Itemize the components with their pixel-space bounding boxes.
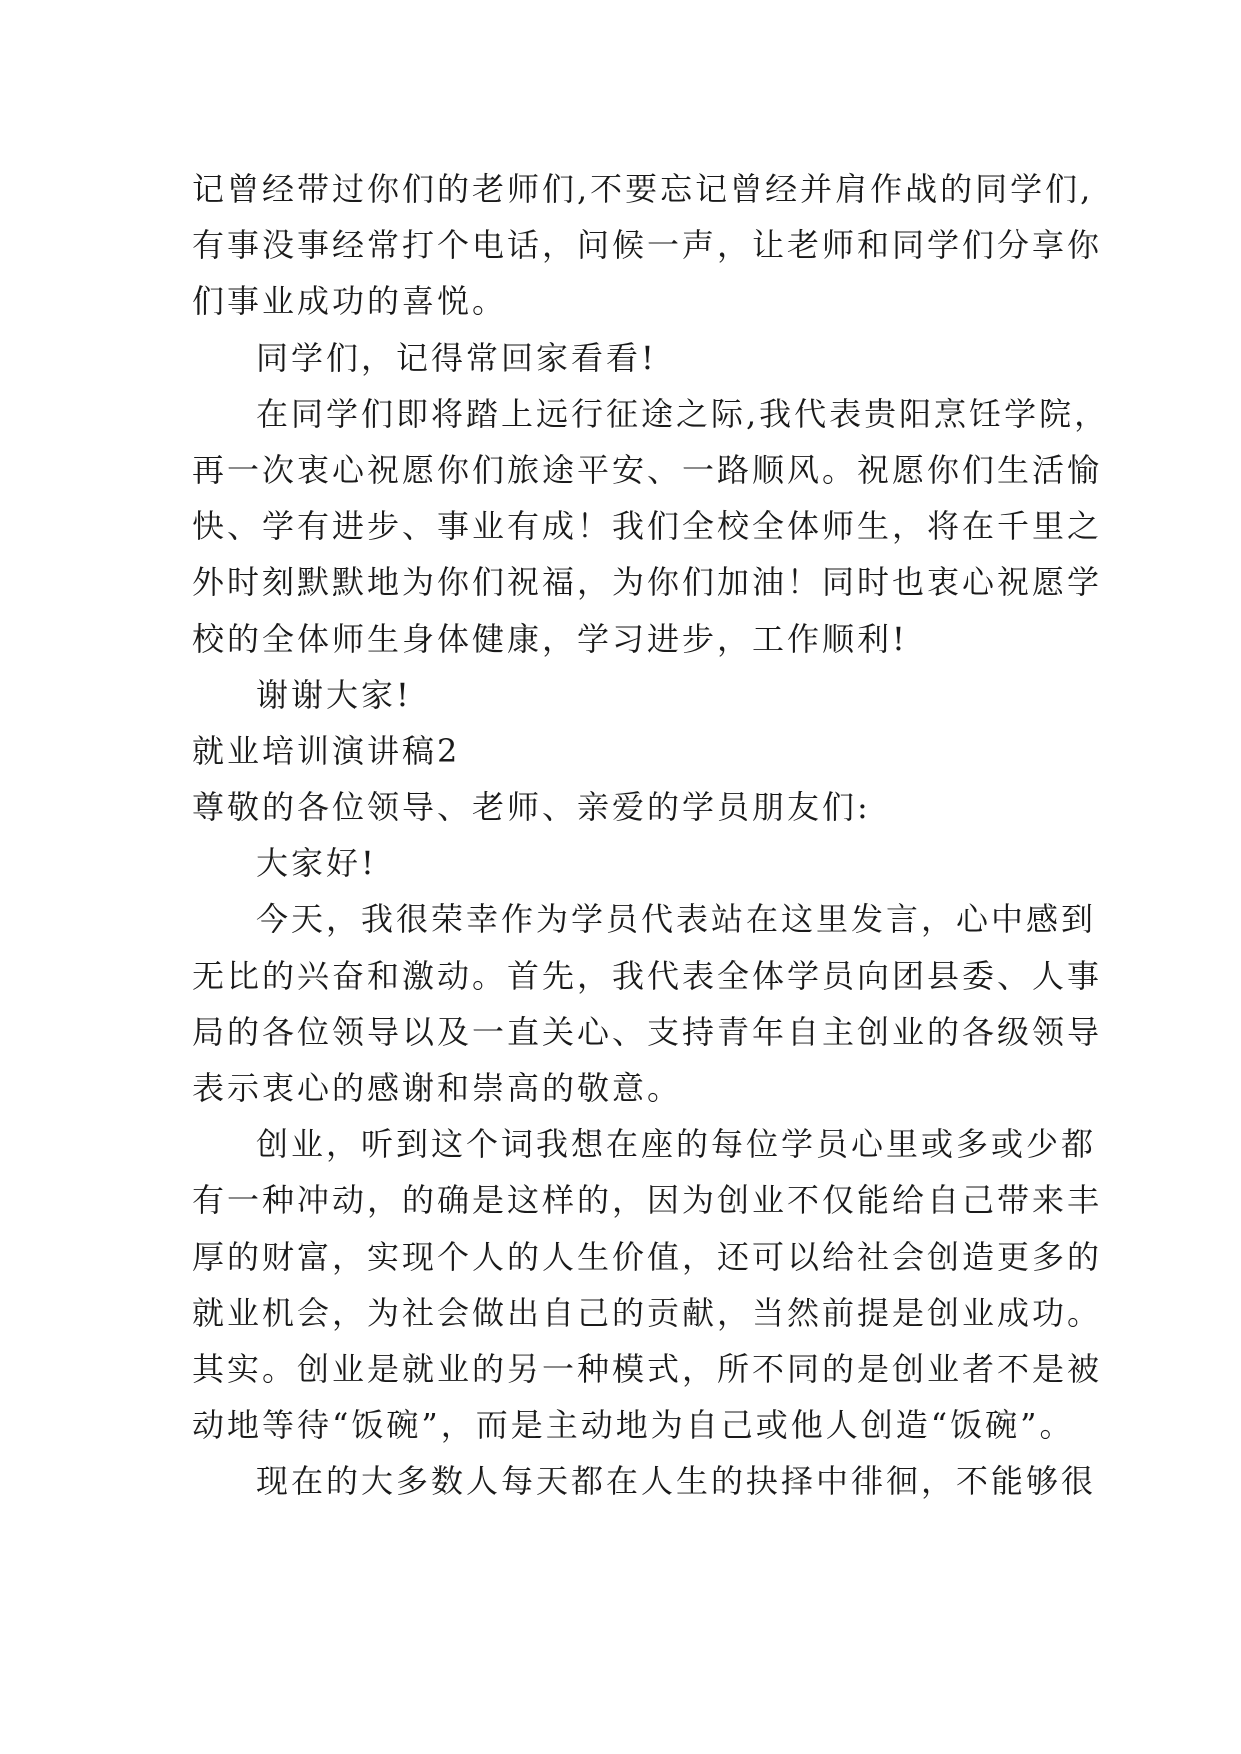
paragraph-line: 创业，听到这个词我想在座的每位学员心里或多或少都	[256, 1125, 1097, 1164]
text-line: 就业机会，为社会做出自己的贡献，当然前提是创业成功。	[192, 1293, 1103, 1332]
paragraph-line: 同学们，记得常回家看看!	[256, 338, 657, 377]
paragraph-line: 现在的大多数人每天都在人生的抉择中徘徊，不能够很	[256, 1462, 1097, 1501]
text-line: 动地等待“饭碗”，而是主动地为自己或他人创造“饭碗”。	[192, 1406, 1075, 1445]
paragraph-line: 在同学们即将踏上远行征途之际,我代表贵阳烹饪学院，	[256, 394, 1110, 433]
salutation: 尊敬的各位领导、老师、亲爱的学员朋友们:	[192, 788, 871, 827]
text-line: 再一次衷心祝愿你们旅途平安、一路顺风。祝愿你们生活愉	[192, 450, 1103, 489]
text-line: 校的全体师生身体健康，学习进步，工作顺利!	[192, 619, 908, 658]
greeting: 大家好!	[256, 844, 377, 883]
section-title: 就业培训演讲稿2	[192, 731, 461, 770]
text-line: 们事业成功的喜悦。	[192, 282, 508, 321]
text-line: 表示衷心的感谢和崇高的敬意。	[192, 1069, 683, 1107]
text-line: 有一种冲动，的确是这样的，因为创业不仅能给自己带来丰	[192, 1181, 1103, 1220]
text-line: 有事没事经常打个电话，问候一声，让老师和同学们分享你	[192, 226, 1103, 265]
text-line: 记曾经带过你们的老师们,不要忘记曾经并肩作战的同学们,	[192, 170, 1094, 208]
paragraph-line: 谢谢大家!	[256, 675, 412, 714]
document-body	[192, 161, 1110, 1510]
text-line: 局的各位领导以及一直关心、支持青年自主创业的各级领导	[192, 1012, 1103, 1051]
text-line: 快、学有进步、事业有成！我们全校全体师生，将在千里之	[192, 507, 1103, 546]
text-line: 无比的兴奋和激动。首先，我代表全体学员向团县委、人事	[192, 956, 1103, 995]
text-line: 厚的财富，实现个人的人生价值，还可以给社会创造更多的	[192, 1237, 1103, 1276]
text-line: 外时刻默默地为你们祝福，为你们加油！同时也衷心祝愿学	[192, 563, 1103, 602]
text-line: 其实。创业是就业的另一种模式，所不同的是创业者不是被	[192, 1349, 1103, 1388]
paragraph-line: 今天，我很荣幸作为学员代表站在这里发言，心中感到	[256, 900, 1097, 939]
